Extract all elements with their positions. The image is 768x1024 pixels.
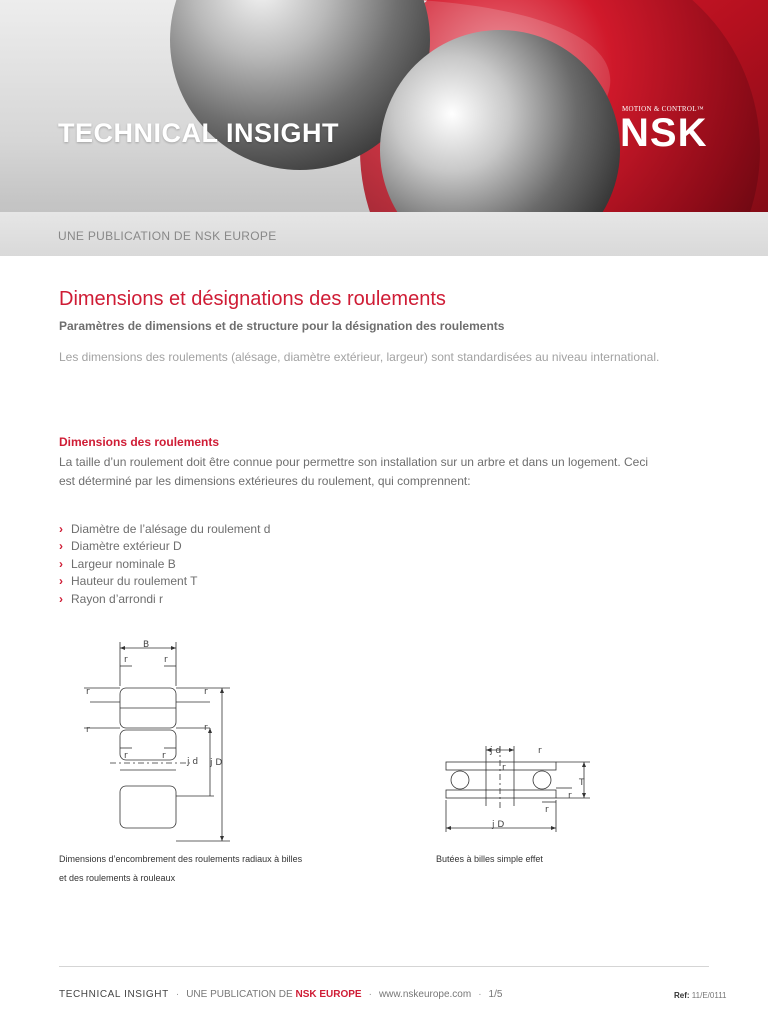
label-r: r [124,655,128,665]
dimension-list [59,520,270,608]
header-title: TECHNICAL INSIGHT [58,118,340,148]
label-jD: j D [210,758,223,768]
chevron-right-icon: › [59,574,63,589]
label-r: r [204,723,208,733]
footer-website-link[interactable]: www.nskeurope.com [378,989,472,1000]
footer-publication: UNE PUBLICATION DE [186,989,293,1000]
label-r: r [86,725,90,735]
footer-reference: Ref: 11/E/0111 [674,991,727,1000]
page-header [0,0,768,256]
label-r: r [164,655,168,665]
chevron-right-icon: › [59,521,63,536]
label-jd: j d [187,757,199,767]
footer-title: TECHNICAL INSIGHT [59,989,169,1000]
label-B: B [143,640,150,650]
label-r: r [86,687,90,697]
list-item: › Hauteur du roulement T [59,574,198,589]
header-subtitle: UNE PUBLICATION DE NSK EUROPE [58,229,277,243]
list-item: › Rayon d’arrondi r [59,591,164,606]
label-r: r [162,751,166,761]
section-paragraph: La taille d’un roulement doit être connue pour permettre son installation sur un arbre et dans un logement. Ceci est déterminé par les dimensions extérieures du roulement, qui comprennent: [59,455,649,488]
list-item: › Largeur nominale B [59,556,176,571]
logo-tagline: MOTION & CONTROL™ [622,105,704,113]
figure-caption-left: Dimensions d’encombrement des roulements radiaux à billes et des roulements à rouleaux [59,854,303,883]
label-r: r [568,791,572,801]
nsk-logo [620,105,707,153]
article-intro: Les dimensions des roulements (alésage, diamètre extérieur, largeur) sont standardisées au niveau international. [59,350,660,364]
article-title: Dimensions et désignations des roulements [59,288,446,310]
footer-divider [59,966,709,967]
chevron-right-icon: › [59,556,63,571]
article-subtitle: Paramètres de dimensions et de structure pour la désignation des roulements [59,319,505,333]
label-r: r [124,751,128,761]
label-T: T [579,778,585,788]
footer-brand: NSK EUROPE [295,989,362,1000]
label-jD: j D [492,820,505,830]
chevron-right-icon: › [59,539,63,554]
thrust-bearing-diagram [438,740,598,840]
logo-wordmark: NSK [620,111,708,155]
chevron-right-icon: › [59,591,63,606]
label-jd: j d [490,746,502,756]
list-item: › Diamètre de l’alésage du roulement d [59,521,271,536]
label-r: r [204,687,208,697]
label-r: r [545,805,549,815]
figure-caption-right: Butées à billes simple effet [436,854,543,864]
page-number: 1/5 [488,989,503,1000]
radial-bearing-diagram [80,636,250,846]
label-r: r [502,763,506,773]
label-r: r [538,746,542,756]
list-item: › Diamètre extérieur D [59,539,182,554]
page-footer: TECHNICAL INSIGHT · UNE PUBLICATION DE NSK EUROPE · www.nskeurope.com · 1/5 [59,989,503,1000]
section-heading: Dimensions des roulements [59,435,220,449]
